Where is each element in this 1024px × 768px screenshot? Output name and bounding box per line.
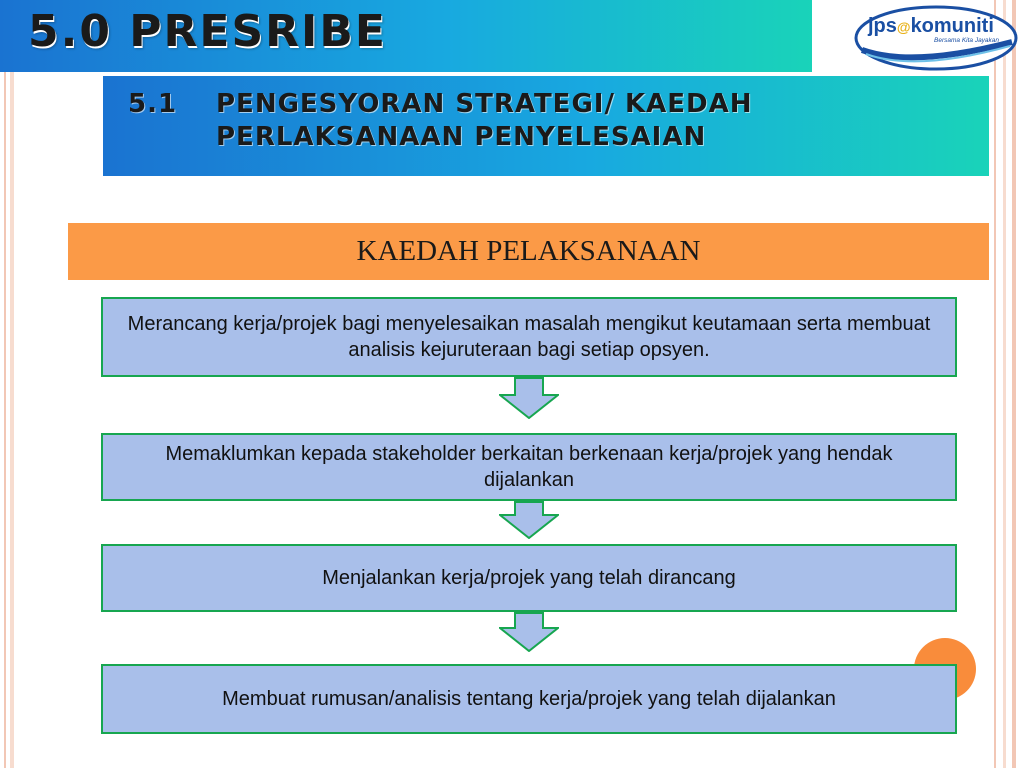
down-arrow-icon [499,377,559,419]
subtitle-line-1: PENGESYORAN STRATEGI/ KAEDAH [216,89,753,119]
process-step-3: Menjalankan kerja/projek yang telah dirancang [101,544,957,612]
decorative-stripe [1012,0,1016,768]
logo-brand-right: komuniti [910,15,994,37]
subtitle-line-2: PERLAKSANAAN PENYELESAIAN [216,122,707,152]
slide-title: 5.0 PRESRIBE [28,6,387,57]
svg-text:jps@komuniti [867,15,994,37]
subtitle-number: 5.1 [128,89,178,119]
jps-komuniti-logo [852,2,1022,74]
down-arrow-icon [499,612,559,652]
logo-brand-at: @ [896,19,911,35]
decorative-stripe [4,0,6,768]
section-header [68,223,989,280]
section-header-label: KAEDAH PELAKSANAAN [356,235,701,267]
subtitle [128,88,753,154]
logo-brand-left: jps [868,15,897,37]
decorative-stripe [994,0,996,768]
process-step-1: Merancang kerja/projek bagi menyelesaikan masalah mengikut keutamaan serta membuat analisis kejuruteraan bagi setiap opsyen. [101,297,957,377]
subtitle-bar [103,76,989,176]
down-arrow-icon [499,501,559,539]
process-step-2: Memaklumkan kepada stakeholder berkaitan berkenaan kerja/projek yang hendak dijalankan [101,433,957,501]
process-step-4: Membuat rumusan/analisis tentang kerja/projek yang telah dijalankan [101,664,957,734]
decorative-stripe [1003,0,1006,768]
logo-tagline: Bersama Kita Jayakan [934,37,1000,44]
title-bar [0,0,812,72]
decorative-stripe [10,0,14,768]
